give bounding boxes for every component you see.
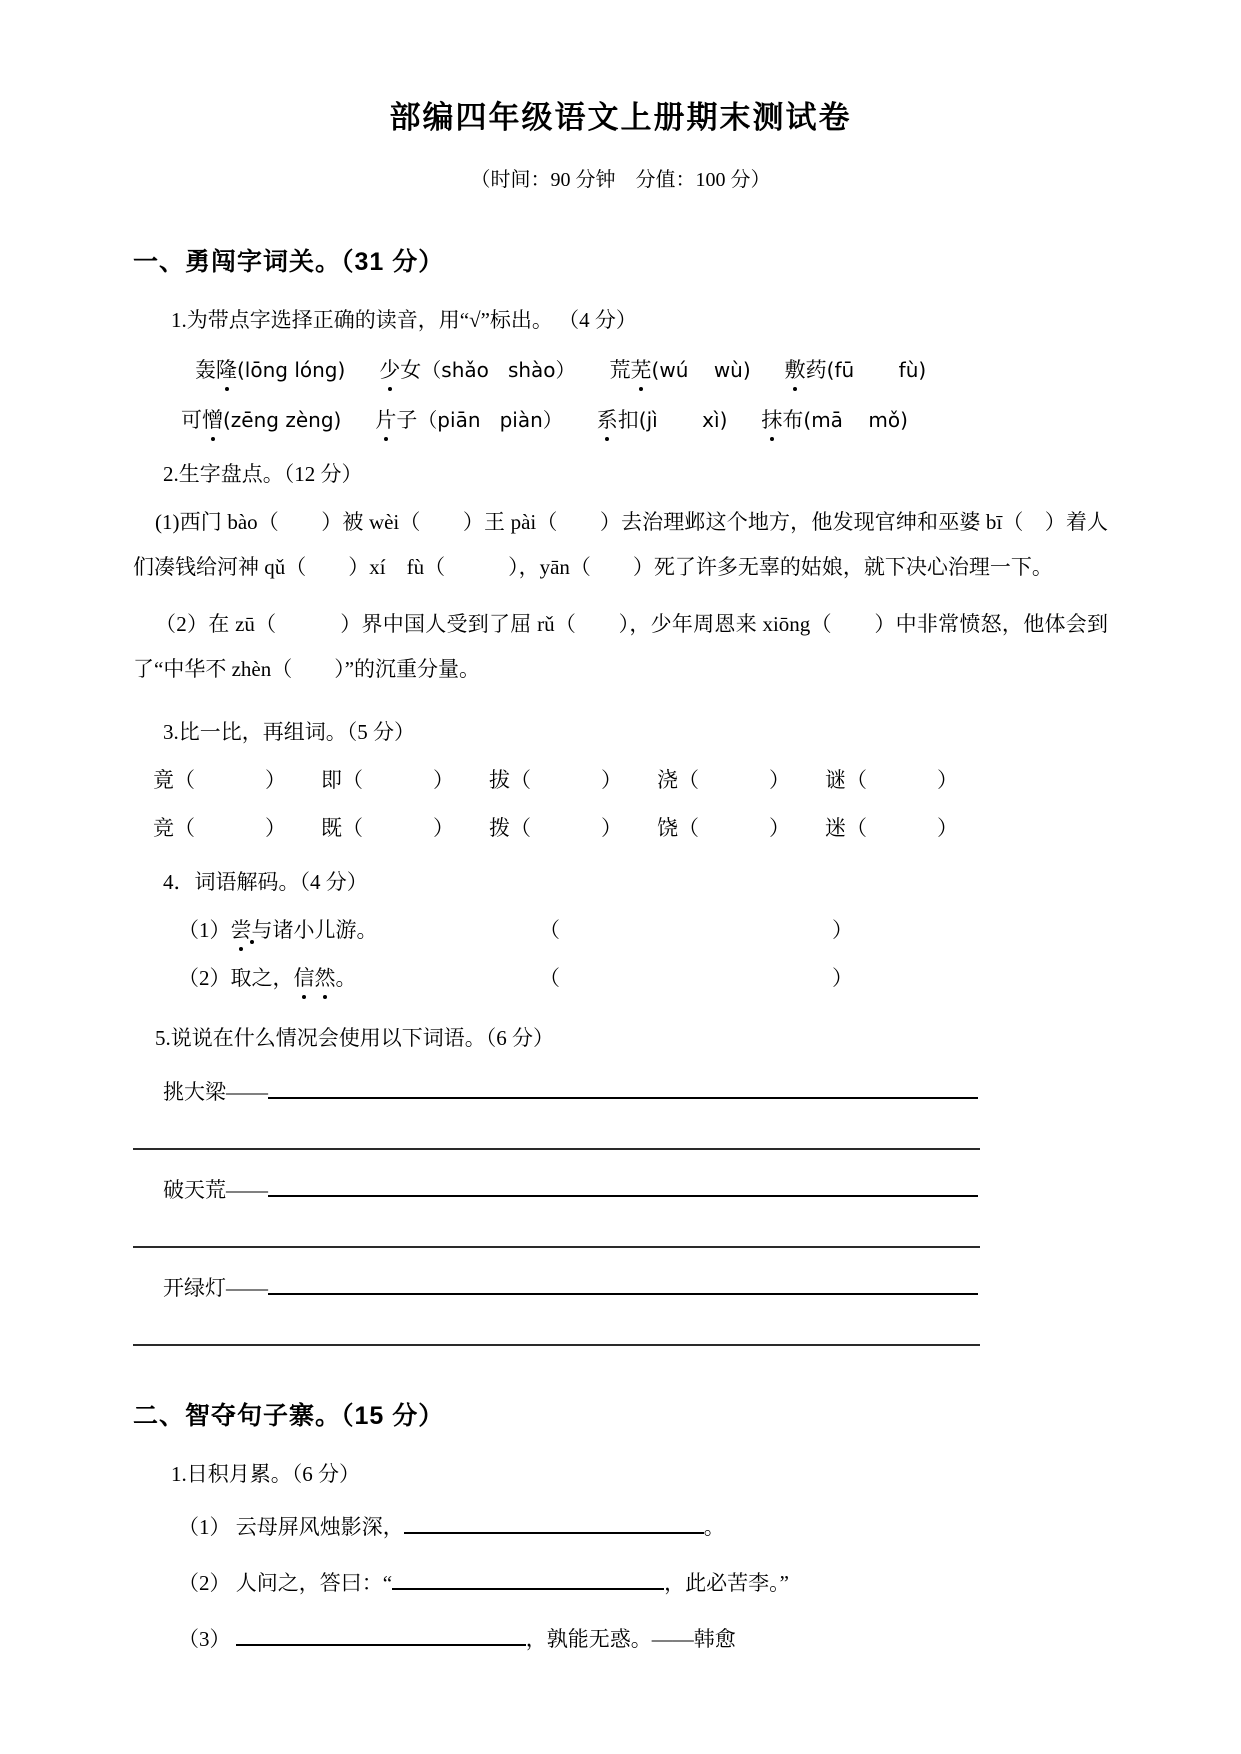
pinyin-options: (wú wù) — [651, 358, 751, 382]
dotted-char: 抹 — [761, 404, 782, 434]
page-title: 部编四年级语文上册期末测试卷 — [389, 100, 852, 135]
q1-item: 荒芜(wú wù) — [610, 354, 751, 384]
dotted-char: 憎 — [202, 404, 223, 434]
s2-q1-label: 1.日积月累。（6 分） — [171, 1462, 360, 1487]
answer-line — [268, 1172, 978, 1197]
pinyin-options: （shǎo shào） — [421, 358, 576, 382]
q1-pinyin-row-2 — [181, 404, 1108, 434]
answer-paren: （ ） — [539, 918, 853, 942]
q3-cell: 竟（ ） — [153, 768, 286, 792]
q1-item: 片子（piān piàn） — [375, 404, 562, 434]
q3-cell: 竞（ ） — [153, 816, 286, 840]
q1-item: 抹布(mā mǒ) — [761, 404, 908, 434]
q2-paragraph-1: (1)西门 bào（ ）被 wèi（ ）王 pài（ ）去治理邺这个地方，他发现官绅和巫婆 bī（ ）着人们凑钱给河神 qǔ（ ）xí fù（ ），yān（ ）死了许多无辜的姑娘，就下决心治理一下。 — [133, 510, 1108, 579]
pinyin-options: （piān piàn） — [417, 408, 563, 432]
s2-item-3: （3） ，孰能无惑。——韩愈 — [178, 1622, 1108, 1656]
q5-term-2 — [163, 1172, 978, 1204]
pinyin-options: (mā mǒ) — [803, 408, 908, 432]
q3-cell: 拨（ ） — [489, 816, 622, 840]
q3-cell: 迷（ ） — [825, 816, 958, 840]
pinyin-options: (jì xì) — [638, 408, 728, 432]
answer-paren: （ ） — [539, 966, 853, 990]
q1-item: 敷药(fū fù) — [785, 354, 927, 384]
q3-row-1 — [153, 764, 1108, 794]
q1-item: 系扣(jì xì) — [597, 404, 728, 434]
q2-label: 2.生字盘点。（12 分） — [163, 462, 363, 486]
q4-item-text: （1）尝与诸小儿游。 — [178, 914, 378, 944]
term-text: 破天荒—— — [163, 1178, 268, 1203]
q5-label: 5.说说在什么情况会使用以下词语。（6 分） — [155, 1026, 554, 1050]
q3-row-2 — [153, 812, 1108, 842]
q1-item: 少女（shǎo shào） — [379, 354, 575, 384]
q1-item: 轰隆(lōng lóng) — [195, 354, 345, 384]
q5-term-1 — [163, 1074, 978, 1106]
term-text: 开绿灯—— — [163, 1276, 268, 1301]
answer-line-continuation — [133, 1246, 980, 1248]
dotted-char: 隆 — [216, 354, 237, 384]
pinyin-options: (fū fù) — [826, 358, 927, 382]
q3-cell: 拔（ ） — [489, 768, 622, 792]
s2-item-1: （1） 云母屏风烛影深， 。 — [178, 1510, 1108, 1544]
answer-line-continuation — [133, 1148, 980, 1150]
q1-pinyin-row-1 — [195, 354, 1108, 384]
q4-label: 4．词语解码。（4 分） — [163, 870, 368, 894]
paper-meta: （时间：90 分钟 分值：100 分） — [470, 169, 771, 191]
q3-cell: 饶（ ） — [657, 816, 790, 840]
pinyin-options: (lōng lóng) — [237, 358, 346, 382]
q5-term-3 — [163, 1270, 978, 1302]
answer-blank — [236, 1623, 526, 1646]
dotted-char: 片 — [375, 404, 396, 434]
dotted-char: 敷 — [785, 354, 806, 384]
s2-item-2: （2） 人问之，答曰：“ ，此必苦李。” — [178, 1566, 1108, 1600]
q4-item-2 — [178, 962, 1108, 992]
term-text: 挑大梁—— — [163, 1080, 268, 1105]
section-2-heading: 二、智夺句子寨。（15 分） — [133, 1402, 445, 1431]
q3-label: 3.比一比，再组词。（5 分） — [163, 720, 415, 744]
q4-item-1 — [178, 914, 1108, 944]
answer-blank — [392, 1567, 664, 1590]
pinyin-options: (zēng zèng) — [223, 408, 342, 432]
q4-item-text: （2）取之，信然。 — [178, 962, 357, 992]
q1-label: 1.为带点字选择正确的读音，用“√”标出。 （4 分） — [171, 308, 637, 332]
answer-line — [268, 1074, 978, 1099]
q1-item: 可憎(zēng zèng) — [181, 404, 341, 434]
dotted-char: 信 — [294, 962, 315, 992]
q3-cell: 既（ ） — [321, 816, 454, 840]
dotted-char: 尝 — [231, 914, 252, 944]
dotted-char: 芜 — [631, 354, 652, 384]
dotted-char: 系 — [597, 404, 618, 434]
q3-cell: 浇（ ） — [657, 768, 790, 792]
dotted-char: 少 — [379, 354, 400, 384]
dotted-char: 然 — [315, 962, 336, 992]
section-1-heading: 一、勇闯字词关。（31 分） — [133, 248, 445, 276]
answer-line-continuation — [133, 1344, 980, 1346]
answer-line — [268, 1270, 978, 1295]
q3-cell: 即（ ） — [321, 768, 454, 792]
answer-blank — [404, 1511, 704, 1534]
q2-paragraph-2: （2）在 zū（ ）界中国人受到了屈 rǔ（ ），少年周恩来 xiōng（ ）中非常愤怒，他体会到了“中华不 zhèn（ ）”的沉重分量。 — [133, 612, 1108, 681]
q3-cell: 谜（ ） — [825, 768, 958, 792]
